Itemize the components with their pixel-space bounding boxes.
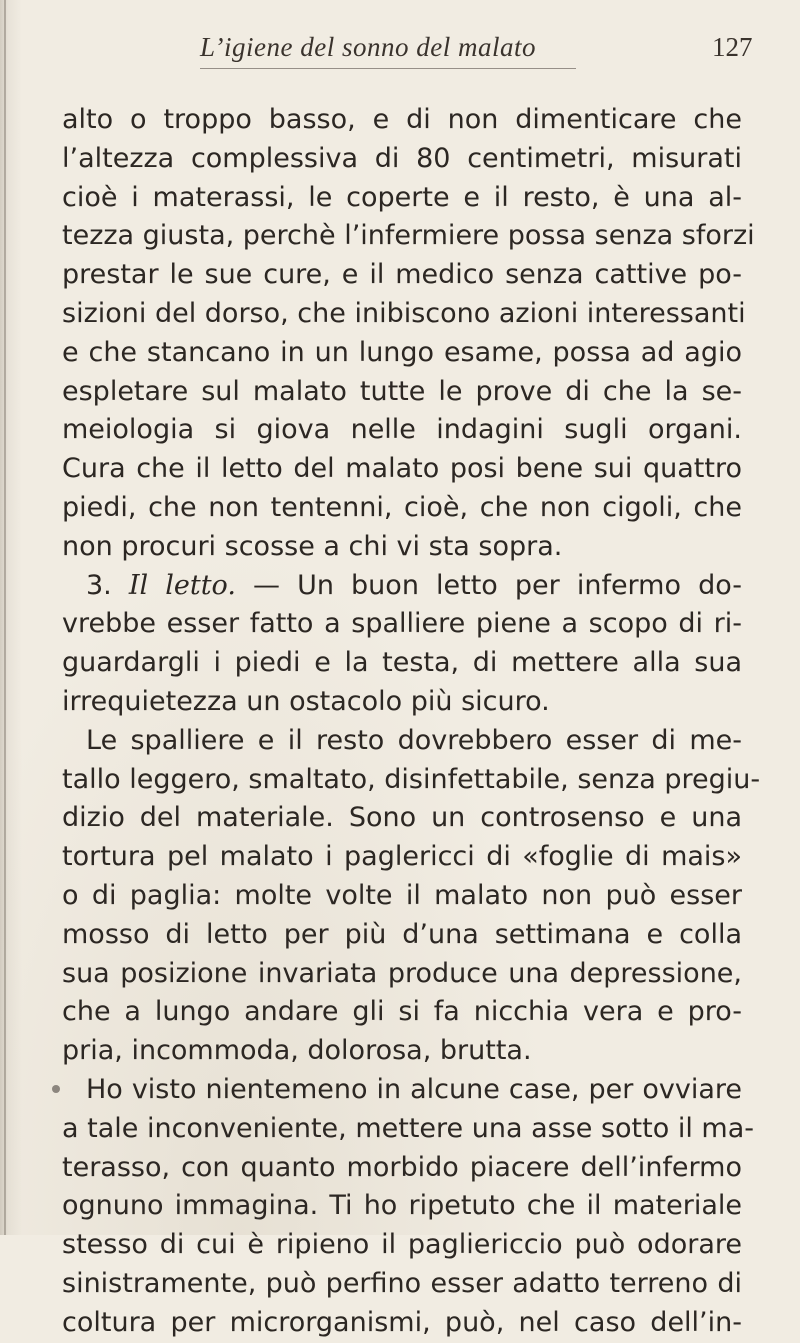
text-line: ognuno immagina. Ti ho ripetuto che il materiale xyxy=(62,1190,742,1222)
section-title: Il letto. xyxy=(128,569,236,601)
page-number: 127 xyxy=(712,32,753,62)
body-text xyxy=(62,101,761,1343)
text-line: irrequietezza un ostacolo più sicuro. xyxy=(62,685,550,717)
text-line: a tale inconveniente, mettere una asse sotto il ma- xyxy=(62,1112,754,1144)
text-line: mosso di letto per più d’una settimana e colla xyxy=(62,918,742,950)
text-line: cioè i materassi, le coperte e il resto, è una al- xyxy=(62,181,742,213)
text-line: terasso, con quanto morbido piacere dell’infermo xyxy=(62,1151,742,1183)
text-line: Ho visto nientemeno in alcune case, per ovviare xyxy=(86,1073,742,1105)
text-line: stesso di cui è ripieno il pagliericcio può odorare xyxy=(62,1229,742,1261)
text-line: pria, incommoda, dolorosa, brutta. xyxy=(62,1035,532,1067)
text-line: espletare sul malato tutte le prove di che la se- xyxy=(62,375,742,407)
ink-smudge xyxy=(52,1085,60,1093)
text-line: alto o troppo basso, e di non dimenticare che xyxy=(62,104,742,135)
text-line: tezza giusta, perchè l’infermiere possa senza sforzi xyxy=(62,220,755,252)
header-rule xyxy=(200,68,576,69)
section-number: 3. xyxy=(86,569,112,601)
text-line: tortura pel malato i paglericci di «foglie di mais» xyxy=(62,841,742,873)
text-line: non procuri scosse a chi vi sta sopra. xyxy=(62,530,563,562)
text-line: Cura che il letto del malato posi bene sui quattro xyxy=(62,453,742,485)
page-header xyxy=(0,32,800,72)
text-line: meiologia si giova nelle indagini sugli organi. xyxy=(62,414,742,446)
page-gutter xyxy=(4,0,6,1235)
text-line: e che stancano in un lungo esame, possa ad agio xyxy=(62,336,742,368)
text-line: dizio del materiale. Sono un controsenso e una xyxy=(62,802,742,834)
running-title: L’igiene del sonno del malato xyxy=(200,32,536,62)
text-line: o di paglia: molte volte il malato non può esser xyxy=(62,879,742,911)
text-line: coltura per microrganismi, può, nel caso dell’in- xyxy=(62,1306,742,1338)
text-line: sinistramente, può perfino esser adatto terreno di xyxy=(62,1267,742,1299)
text-line: l’altezza complessiva di 80 centimetri, misurati xyxy=(62,142,742,174)
text-line: piedi, che non tentenni, cioè, che non cigoli, che xyxy=(62,491,742,523)
text-line: sua posizione invariata produce una depressione, xyxy=(62,957,742,989)
text-line: che a lungo andare gli si fa nicchia vera e pro- xyxy=(62,996,742,1028)
text-line: prestar le sue cure, e il medico senza cattive po- xyxy=(62,259,742,291)
text-line: Le spalliere e il resto dovrebbero esser di me- xyxy=(86,724,742,756)
text-line: sizioni del dorso, che inibiscono azioni interessanti xyxy=(62,297,746,329)
section-heading-rest: — Un buon letto per infermo do- xyxy=(235,569,742,601)
text-line: guardargli i piedi e la testa, di mettere alla sua xyxy=(62,647,742,679)
text-line: vrebbe esser fatto a spalliere piene a scopo di ri- xyxy=(62,608,742,640)
section-heading-line xyxy=(62,567,742,606)
text-line: tallo leggero, smaltato, disinfettabile, senza pregiu- xyxy=(62,763,761,795)
